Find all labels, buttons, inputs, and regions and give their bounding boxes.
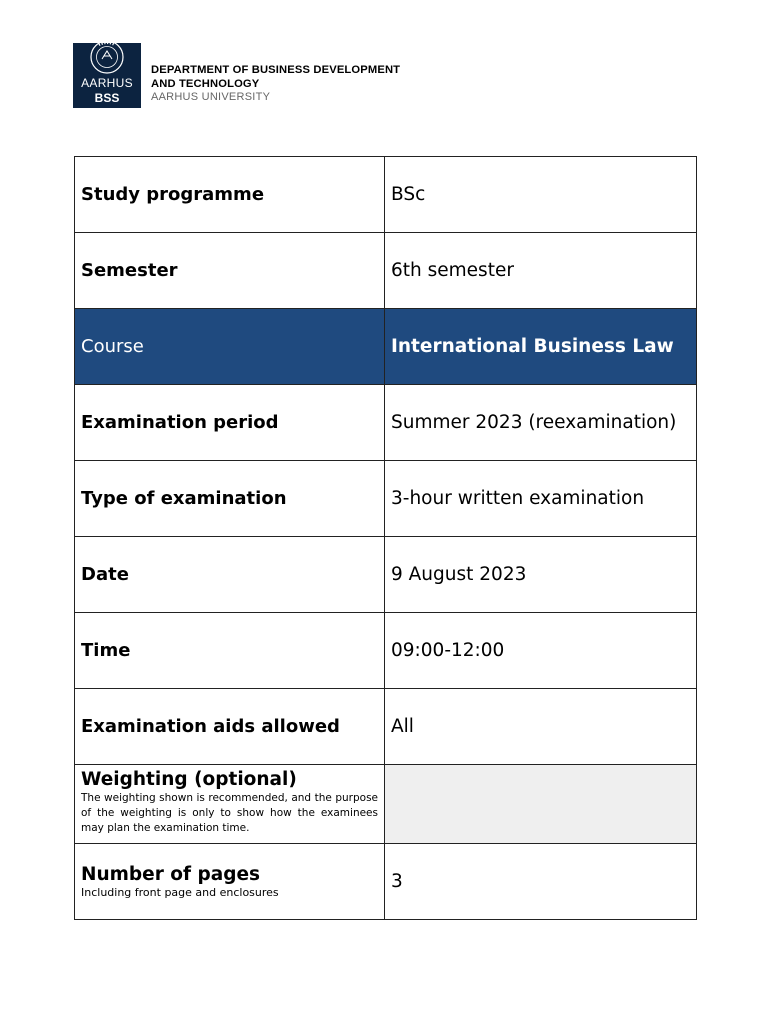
label-number-of-pages: Number of pages <box>81 864 261 885</box>
label-study-programme: Study programme <box>75 157 385 233</box>
value-course: International Business Law <box>385 309 697 385</box>
weighting-note: The weighting shown is recommended, and the purpose of the weighting is only to show how the examinees may plan the examination time. <box>81 792 378 834</box>
value-type-of-examination: 3-hour written examination <box>385 461 697 537</box>
row-weighting <box>75 765 697 844</box>
logo-text-bss: BSS <box>94 91 120 105</box>
label-time: Time <box>75 613 385 689</box>
label-examination-period: Examination period <box>75 385 385 461</box>
department-line-1: DEPARTMENT OF BUSINESS DEVELOPMENT <box>151 64 401 76</box>
label-semester: Semester <box>75 233 385 309</box>
aarhus-bss-logo <box>73 43 141 108</box>
value-examination-period: Summer 2023 (reexamination) <box>385 385 697 461</box>
label-weighting: Weighting (optional) <box>81 769 297 790</box>
pages-note: Including front page and enclosures <box>81 886 279 899</box>
value-date: 9 August 2023 <box>385 537 697 613</box>
value-number-of-pages: 3 <box>385 844 697 920</box>
logo-text-aarhus: AARHUS <box>81 76 133 90</box>
department-line-2: AND TECHNOLOGY <box>151 77 260 90</box>
value-examination-aids: All <box>385 689 697 765</box>
row-examination-period <box>75 385 697 461</box>
value-time: 09:00-12:00 <box>385 613 697 689</box>
row-course <box>75 309 697 385</box>
label-type-of-examination: Type of examination <box>75 461 385 537</box>
row-semester <box>75 233 697 309</box>
pages-cell <box>75 844 385 920</box>
label-examination-aids: Examination aids allowed <box>75 689 385 765</box>
exam-info-table <box>74 156 697 920</box>
weighting-cell <box>75 765 385 844</box>
row-time <box>75 613 697 689</box>
department-name <box>151 64 421 105</box>
label-course: Course <box>75 309 385 385</box>
row-date <box>75 537 697 613</box>
row-examination-aids <box>75 689 697 765</box>
value-weighting <box>385 765 697 844</box>
row-type-of-examination <box>75 461 697 537</box>
university-seal-icon <box>87 43 127 77</box>
document-header <box>73 43 413 108</box>
university-name: AARHUS UNIVERSITY <box>151 91 271 103</box>
value-study-programme: BSc <box>385 157 697 233</box>
row-number-of-pages <box>75 844 697 920</box>
label-date: Date <box>75 537 385 613</box>
row-study-programme <box>75 157 697 233</box>
value-semester: 6th semester <box>385 233 697 309</box>
